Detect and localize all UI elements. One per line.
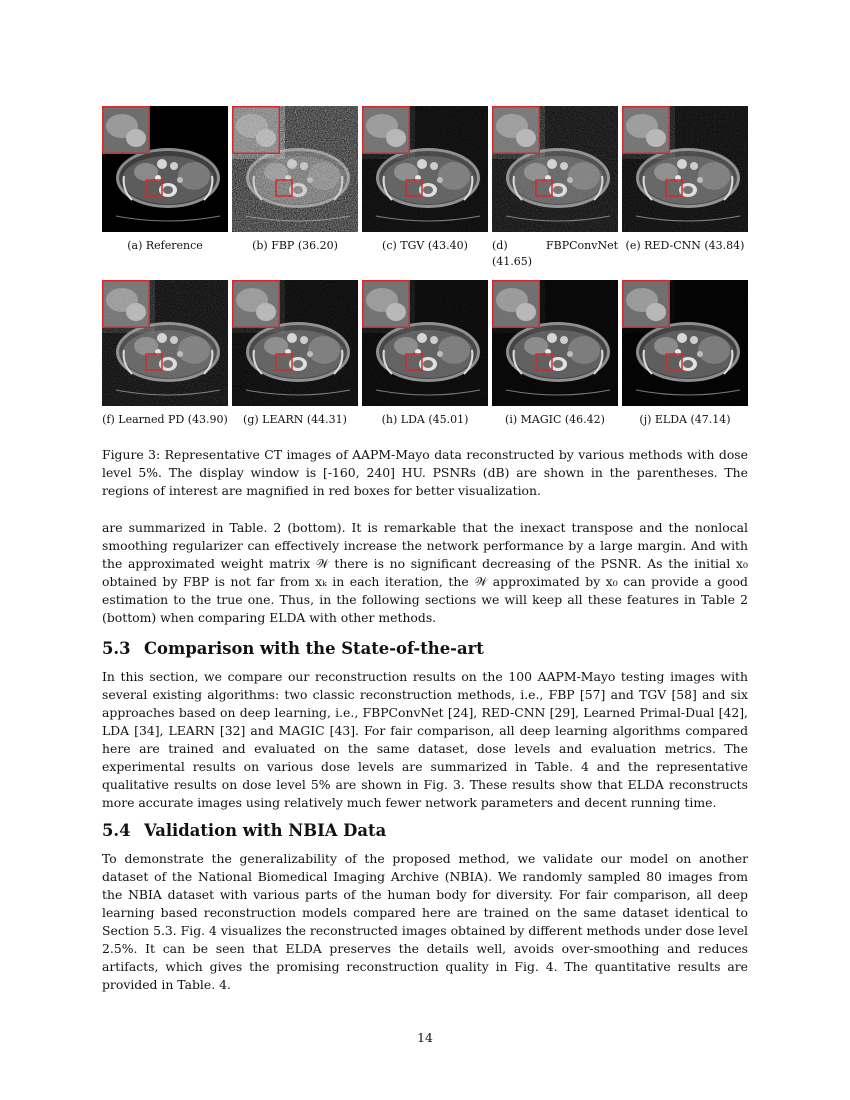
section-number: 5.4 <box>102 821 131 840</box>
subcaption-a: (a) Reference <box>127 239 203 252</box>
ct-image-red-cnn <box>622 106 748 232</box>
subcaption-c: (c) TGV (43.40) <box>382 239 468 252</box>
paragraph-1: are summarized in Table. 2 (bottom). It is remarkable that the inexact transpose and the nonlocal smoothing regularizer can effectively increase the network performance by a large margin. And with the approximated weight matrix 𝒲 there is no significant decreasing of the PSNR. As the initial x₀ obtained by FBP is not far from xₖ in each iteration, the 𝒲 approximated by x₀ can provide a good estimation to the true one. Thus, in the following sections we will keep all these features in Table 2 (bottom) when comparing ELDA with other methods. <box>102 520 748 625</box>
ct-image-lda <box>362 280 488 406</box>
ct-image-tgv <box>362 106 488 232</box>
paragraph-2: In this section, we compare our reconstruction results on the 100 AAPM-Mayo testing images with several existing algorithms: two classic reconstruction methods, i.e., FBP [57] and TGV [58] and six approaches based on deep learning, i.e., FBPConvNet [24], RED-CNN [29], Learned Primal-Dual [42], LDA [34], LEARN [32] and MAGIC [43]. For fair comparison, all deep learning algorithms compared here are trained and evaluated on the same dataset, dose levels and evaluation metrics. The experimental results on various dose levels are summarized in Table. 4 and the representative qualitative results on dose level 5% are shown in Fig. 3. These results show that ELDA reconstructs more accurate images using relatively much fewer network parameters and decent running time. <box>102 669 748 810</box>
subcaption-e: (e) RED-CNN (43.84) <box>625 239 745 252</box>
ct-image-fbpconvnet <box>492 106 618 232</box>
ct-image-magic <box>492 280 618 406</box>
section-title: Validation with NBIA Data <box>144 821 387 840</box>
subcaption-d-psnr: (41.65) <box>492 255 533 268</box>
subcaption-d-label: (d) <box>492 239 508 252</box>
figure-row-1 <box>102 106 748 232</box>
ct-image-elda <box>622 280 748 406</box>
subcaption-j: (j) ELDA (47.14) <box>639 413 731 426</box>
ct-image-learned-pd <box>102 280 228 406</box>
section-heading-5-4 <box>102 821 386 840</box>
subcaption-d-method: FBPConvNet <box>545 239 618 252</box>
section-heading-5-3 <box>102 639 484 658</box>
subcaption-i: (i) MAGIC (46.42) <box>505 413 605 426</box>
subcaption-g: (g) LEARN (44.31) <box>243 413 347 426</box>
figure-caption: Figure 3: Representative CT images of AAPM-Mayo data reconstructed by various methods with dose level 5%. The display window is [-160, 240] HU. PSNRs (dB) are shown in the parentheses. The regions of interest are magnified in red boxes for better visualization. <box>102 447 748 498</box>
ct-image-reference <box>102 106 228 232</box>
subcaption-b: (b) FBP (36.20) <box>252 239 338 252</box>
ct-image-learn <box>232 280 358 406</box>
section-title: Comparison with the State-of-the-art <box>144 639 484 658</box>
subcaption-f: (f) Learned PD (43.90) <box>102 413 228 426</box>
ct-image-fbp <box>232 106 358 232</box>
subcaption-h: (h) LDA (45.01) <box>381 413 469 426</box>
section-number: 5.3 <box>102 639 131 658</box>
paragraph-3: To demonstrate the generalizability of the proposed method, we validate our model on another dataset of the National Biomedical Imaging Archive (NBIA). We randomly sampled 80 images from the NBIA dataset with various parts of the human body for diversity. For fair comparison, all deep learning based reconstruction models compared here are trained on the same dataset identical to Section 5.3. Fig. 4 visualizes the reconstructed images obtained by different methods under dose level 2.5%. It can be seen that ELDA preserves the details well, avoids over-smoothing and reduces artifacts, which gives the promising reconstruction quality in Fig. 4. The quantitative results are provided in Table. 4. <box>102 851 748 992</box>
subcaption-d <box>492 239 618 268</box>
figure-row-2 <box>102 280 748 406</box>
page-number: 14 <box>417 1030 433 1045</box>
